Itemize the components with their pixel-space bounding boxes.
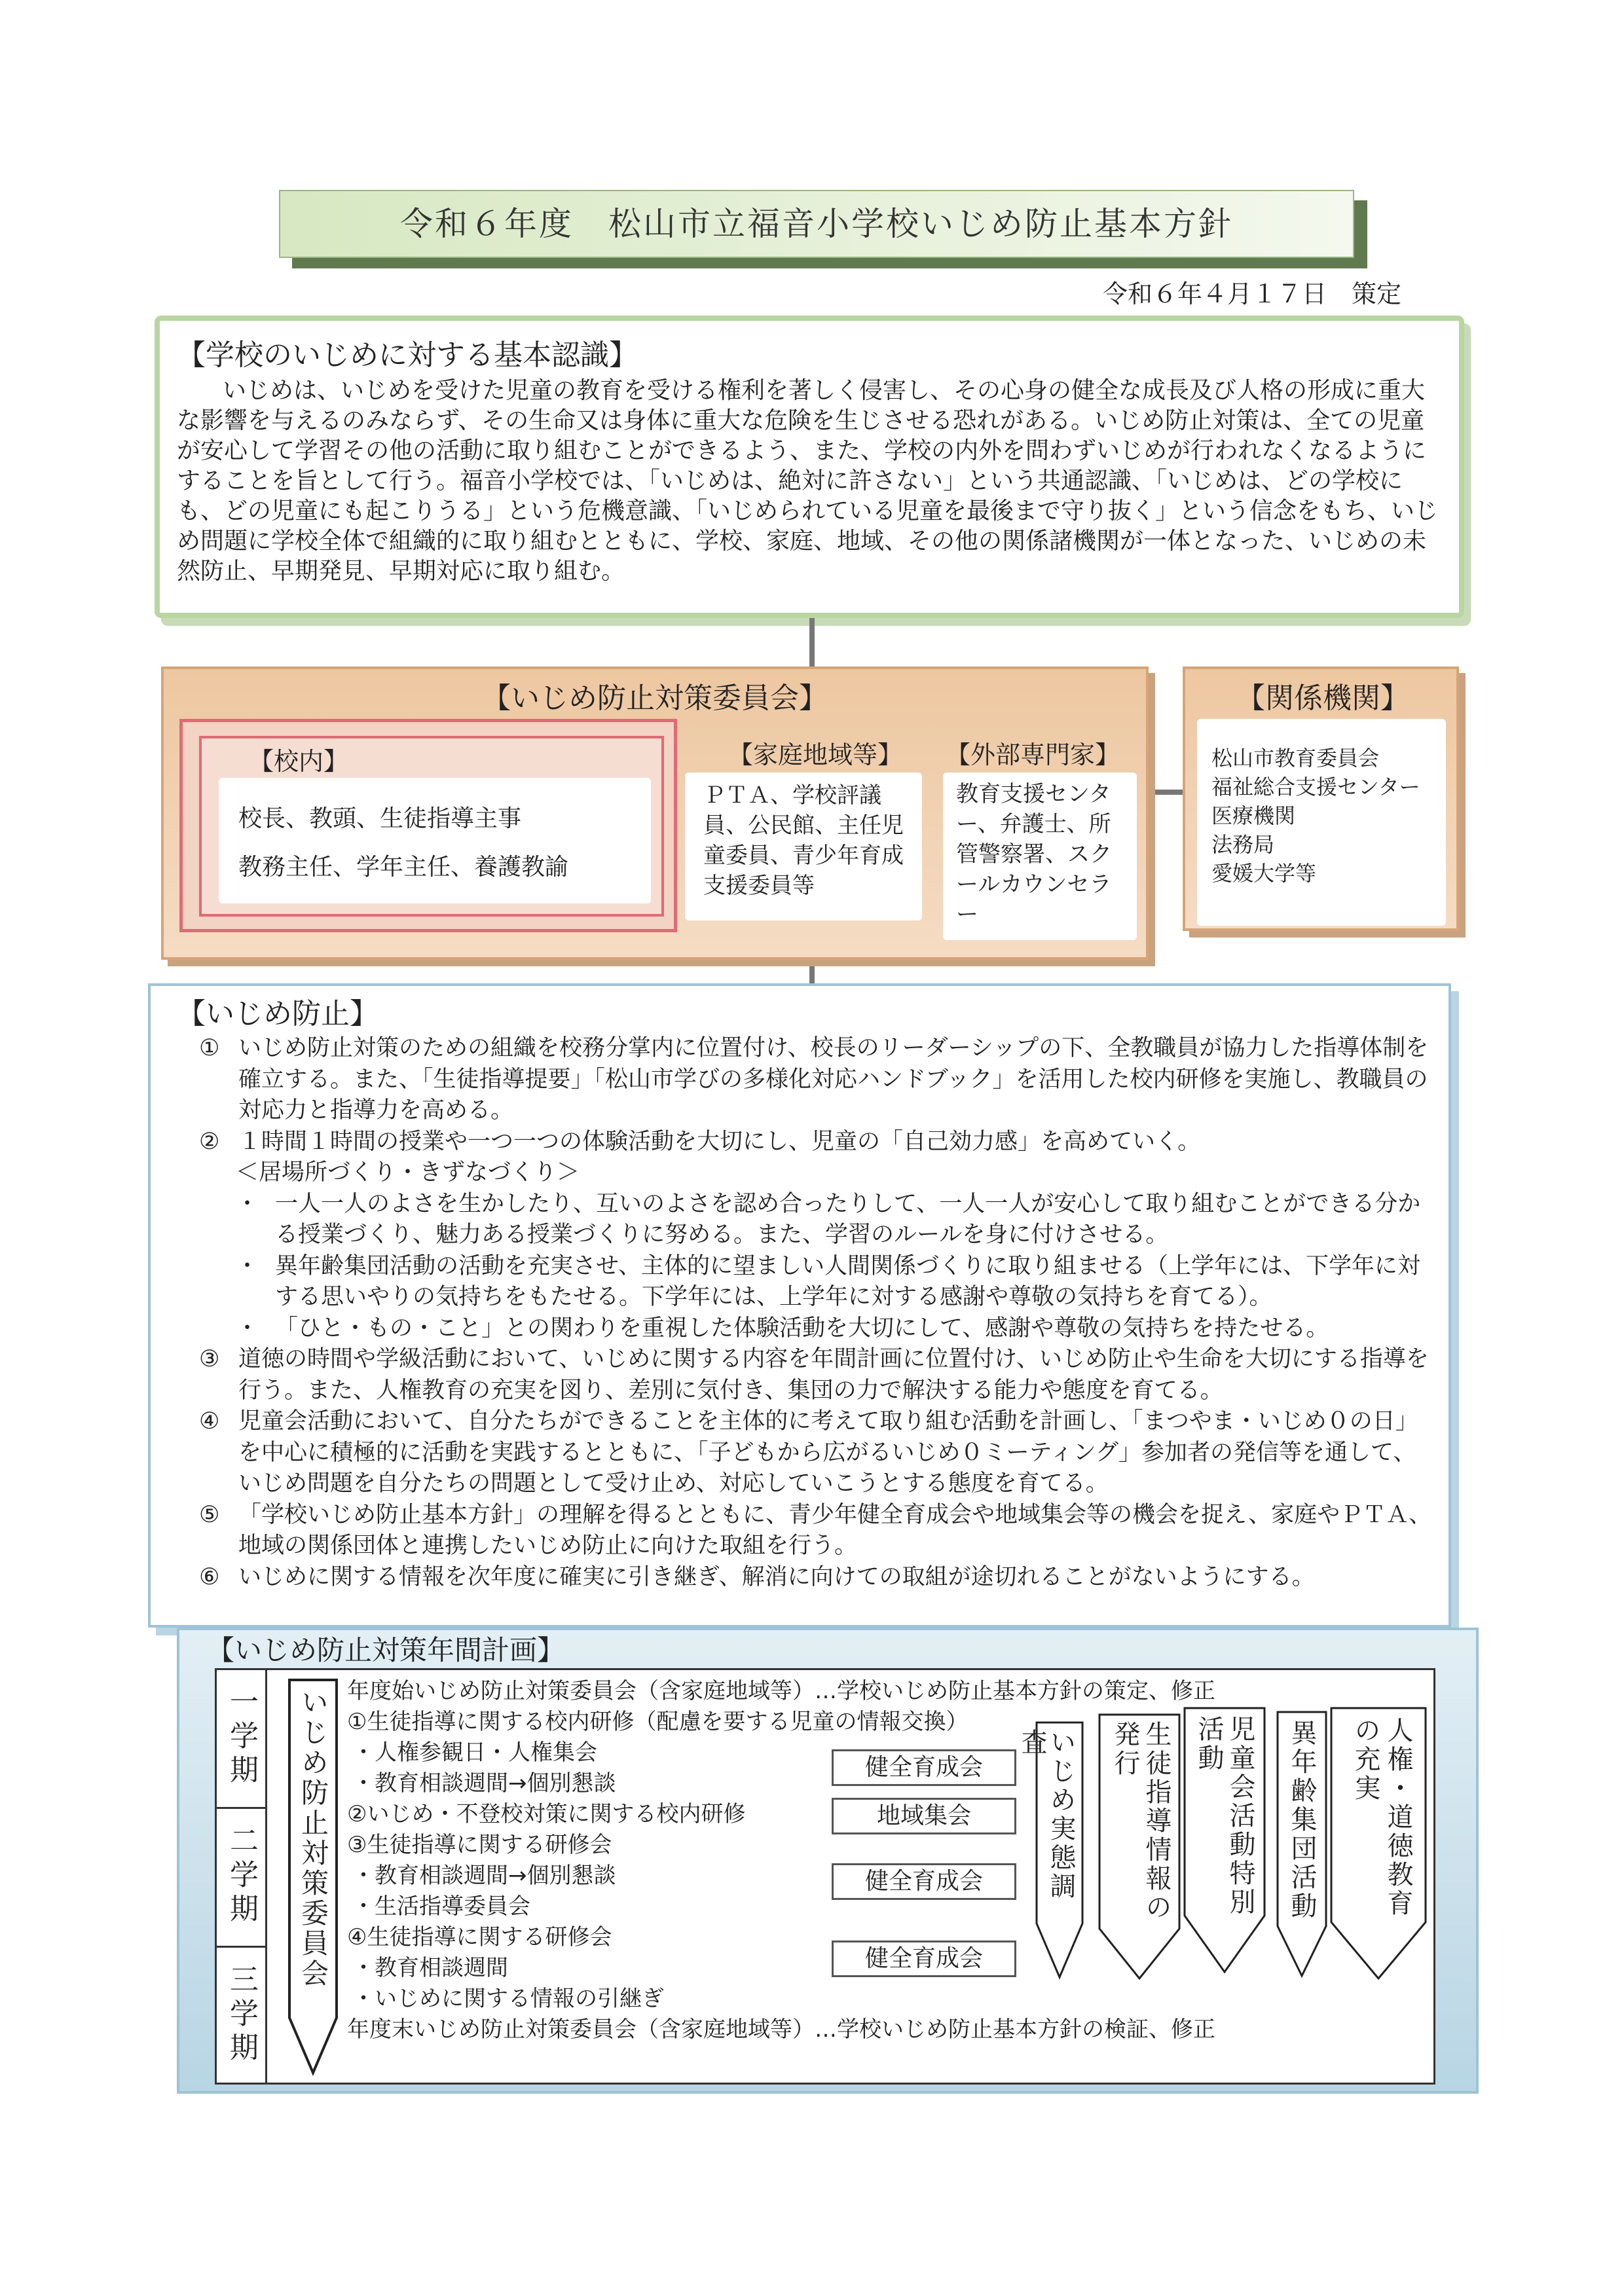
- expert-heading: 【外部専門家】: [946, 740, 1120, 769]
- school-heading: 【校内】: [249, 747, 349, 776]
- family-heading: 【家庭地域等】: [728, 740, 903, 769]
- related-item: 福祉総合支援センター: [1211, 774, 1420, 799]
- prevention-item: ③ 道徳の時間や学級活動において、いじめに関する内容を年間計画に位置付け、いじめ防止や生命を大切にする指導を行う。また、人権教育の充実を図り、差別に気付き、集団の力で解決する能力や態度を育てる。: [199, 1346, 1429, 1404]
- prevention-item: ⑤ 「学校いじめ防止基本方針」の理解を得るとともに、青少年健全育成会や地域集会等の機会を捉え、家庭やＰＴＡ、地域の関係団体と連携したいじめ防止に向けた取組を行う。: [199, 1501, 1432, 1559]
- school-members-1: 校長、教頭、生徒指導主事: [238, 805, 522, 832]
- page-title: 令和６年度 松山市立福音小学校いじめ防止基本方針: [279, 190, 1354, 258]
- school-members-2: 教務主任、学年主任、養護教諭: [238, 854, 569, 881]
- semester-2: 二学期: [225, 1825, 258, 1927]
- plan-line: ③生徒指導に関する研修会: [347, 1832, 612, 1858]
- annual-plan-heading: 【いじめ防止対策年間計画】: [207, 1634, 565, 1666]
- semester-1: 一学期: [225, 1686, 258, 1789]
- related-item: 愛媛大学等: [1211, 861, 1317, 886]
- plan-line: 年度末いじめ防止対策委員会（含家庭地域等）…学校いじめ防止基本方針の検証、修正: [347, 2016, 1215, 2043]
- survey-label: いじめ実態調査: [1017, 1728, 1076, 1901]
- prevention-heading: 【いじめ防止】: [177, 997, 378, 1030]
- related-item: 法務局: [1211, 832, 1275, 857]
- prevention-subheading: ＜居場所づくり・きずなづくり＞: [236, 1159, 580, 1186]
- plan-line: ・教育相談週間→個別懇談: [352, 1863, 616, 1889]
- prevention-item: ① いじめ防止対策のための組織を校務分掌内に位置付け、校長のリーダーシップの下、全教職員が協力した指導体制を確立する。また、「生徒指導提要」「松山市学びの多様化対応ハンドブック」を活用した校内研修を実施し、教職員の対応力と指導力を高める。: [199, 1035, 1429, 1123]
- meeting-box: 健全育成会: [832, 1863, 1016, 1900]
- committee-arrow-label: いじめ防止対策委員会: [297, 1688, 329, 1989]
- connector-line: [809, 960, 815, 983]
- plan-line: ・教育相談週間: [352, 1955, 508, 1981]
- semester-column: [215, 1668, 267, 2085]
- mixed-age-label: 異年齢集団活動: [1287, 1719, 1317, 1921]
- plan-line: ・人権参観日・人権集会: [352, 1740, 597, 1766]
- recognition-body: いじめは、いじめを受けた児童の教育を受ける権利を著しく侵害し、その心身の健全な成長及び人格の形成に重大な影響を与えるのみならず、その生命又は身体に重大な危険を生じさせる恐れがある。いじめ防止対策は、全ての児童が安心して学習その他の活動に取り組むことができるよう、また、学校の内外を問わずいじめが行われなくなるようにすることを旨として行う。福音小学校では、「いじめは、絶対に許さない」という共通認識、「いじめは、どの学校にも、どの児童にも起こりうる」という危機意識、「いじめられている児童を最後まで守り抜く」という信念をもち、いじめ問題に学校全体で組織的に取り組むとともに、学校、家庭、地域、その他の関係諸機関が一体となった、いじめの未然防止、早期発見、早期対応に取り組む。: [177, 377, 1439, 585]
- human-rights-label: 人権・道徳教育の充実: [1350, 1717, 1413, 1918]
- plan-line: ・教育相談週間→個別懇談: [352, 1770, 616, 1796]
- prevention-item: ④ 児童会活動において、自分たちができることを主体的に考えて取り組む活動を計画し、「まつやま・いじめ０の日」を中心に積極的に活動を実践するとともに、「子どもから広がるいじめ０ミーティング」参加者の発信等を通して、いじめ問題を自分たちの問題として受け止め、対応していこうとする態度を育てる。: [199, 1408, 1418, 1497]
- recognition-heading: 【学校のいじめに対する基本認識】: [177, 338, 638, 372]
- related-item: 医療機関: [1211, 803, 1296, 828]
- prevention-bullet: ・ 一人一人のよさを生かしたり、互いのよさを認め合ったりして、一人一人が安心して取り組むことができる分かる授業づくり、魅力ある授業づくりに努める。また、学習のルールを身に付けさせる。: [236, 1190, 1421, 1248]
- student-council-label: 児童会活動特別活動: [1194, 1715, 1255, 1917]
- meeting-box: 健全育成会: [832, 1749, 1016, 1786]
- prevention-bullet: ・ 異年齢集団活動の活動を充実させ、主体的に望ましい人間関係づくりに取り組ませる（上学年には、下学年に対する思いやりの気持ちをもたせる。下学年には、上学年に対する感謝や尊敬の気持ちを育てる）。: [236, 1252, 1420, 1310]
- prevention-item: ⑥ いじめに関する情報を次年度に確実に引き継ぎ、解消に向けての取組が途切れることがないようにする。: [199, 1563, 1315, 1590]
- plan-line: ・いじめに関する情報の引継ぎ: [352, 1986, 664, 2012]
- expert-members: 教育支援センター、弁護士、所管警察署、スクールカウンセラー: [956, 781, 1112, 928]
- plan-line: ①生徒指導に関する校内研修（配慮を要する児童の情報交換）: [347, 1709, 969, 1735]
- meeting-box: 健全育成会: [832, 1941, 1016, 1977]
- prevention-bullet: ・ 「ひと・もの・こと」との関わりを重視した体験活動を大切にして、感謝や尊敬の気持ちを持たせる。: [236, 1315, 1329, 1341]
- plan-lines: [347, 1676, 1329, 2045]
- school-card: [219, 778, 651, 903]
- related-list: [1211, 744, 1420, 888]
- prevention-list: [199, 1033, 1437, 1593]
- plan-line: 年度始いじめ防止対策委員会（含家庭地域等）…学校いじめ防止基本方針の策定、修正: [347, 1678, 1215, 1704]
- plan-line: ・生活指導委員会: [352, 1893, 530, 1920]
- family-members: ＰＴＡ、学校評議員、公民館、主任児童委員、青少年育成支援委員等: [703, 782, 904, 899]
- related-heading: 【関係機関】: [1236, 682, 1409, 715]
- connector-line: [809, 618, 815, 666]
- policy-date: 令和６年４月１７日 策定: [1102, 280, 1401, 308]
- plan-line: ④生徒指導に関する研修会: [347, 1924, 612, 1950]
- guidance-info-label: 生徒指導情報の発行: [1110, 1721, 1172, 1922]
- meeting-box: 地域集会: [832, 1798, 1016, 1834]
- connector-line: [1149, 790, 1183, 795]
- prevention-item: ② １時間１時間の授業や一つ一つの体験活動を大切にし、児童の「自己効力感」を高めていく。: [199, 1128, 1201, 1155]
- semester-3: 三学期: [225, 1964, 258, 2066]
- related-item: 松山市教育委員会: [1211, 746, 1380, 771]
- plan-line: ②いじめ・不登校対策に関する校内研修: [347, 1801, 746, 1827]
- committee-heading: 【いじめ防止対策委員会】: [482, 682, 828, 715]
